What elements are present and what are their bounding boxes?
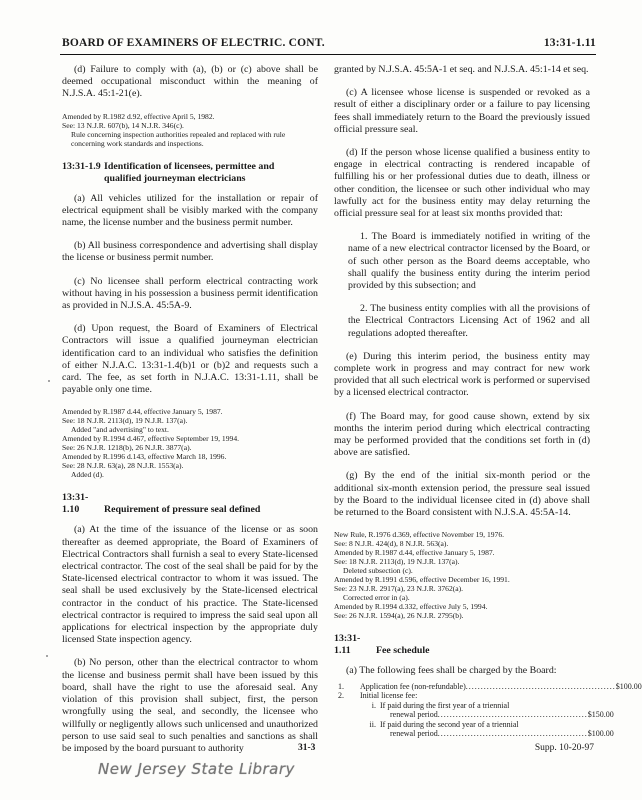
paragraph-1-10-c: (c) A licensee whose license is suspended or revoked as a result of either a disciplinary order or a failure to pay licensing fees shall immediately return to the Board the previously issued official pressure seal. — [334, 87, 590, 135]
list-item-2: 2. The business entity complies with all the provisions of the Electrical Contractors Licensing Act of 1962 and all regulations adopted thereafter. — [348, 303, 590, 339]
history-line: Rule concerning inspection authorities repealed and replaced with rule concerning work standards and inspections. — [71, 129, 286, 148]
leader-dots: .................................................. — [437, 710, 588, 720]
paragraph-1-10-d: (d) If the person whose license qualified a business entity to engage in electrical contracting is rendered incapable of fulfilling his or her professional duties due to death, illness or other condition, the licensee or such other individual who may lawfully act for the business entity may delay returning the official pressure seal for at least six months provided that: — [334, 147, 590, 220]
paragraph-1-10-f: (f) The Board may, for good cause shown, extend by six months the interim period during which electrical contracting may be performed provided that the conditions set forth in (d) above are satisfied. — [334, 410, 590, 459]
fee-sublabel: If paid during the second year of a triennial — [380, 719, 519, 729]
supplement-date: Supp. 10-20-97 — [534, 743, 594, 753]
scan-speck — [46, 655, 48, 657]
history-note-3 — [334, 530, 590, 620]
history-line: Corrected error in (a). — [343, 593, 410, 603]
section-number: 13:31-1.9 — [62, 160, 101, 172]
fee-label: Application fee (non-refundable) — [360, 681, 466, 691]
history-line: See: 23 N.J.R. 2917(a), 23 N.J.R. 3762(a). — [334, 584, 464, 594]
header-rule — [60, 54, 596, 55]
history-line: See: 26 N.J.R. 1594(a), 26 N.J.R. 2795(b). — [334, 611, 464, 621]
history-line: See: 28 N.J.R. 63(a), 28 N.J.R. 1553(a). — [62, 461, 184, 471]
fee-subrow-first-year — [334, 700, 614, 720]
leader-dots: .................................................. — [437, 729, 588, 739]
list-item-1: 1. The Board is immediately notified in writing of the name of a new electrical contractor licensed by the Board, or of such other person as the Board deems acceptable, who shall qualify the business entity during the interim period provided by this subsection; and — [348, 231, 590, 292]
history-line: See: 18 N.J.R. 2113(d), 19 N.J.R. 137(a). — [334, 557, 460, 567]
library-stamp: New Jersey State Library — [98, 760, 295, 778]
section-title: Requirement of pressure seal defined — [104, 504, 261, 516]
fee-subrow-second-year — [334, 719, 614, 739]
section-number: 13:31-1.10 — [62, 492, 89, 516]
paragraph-d-misconduct: (d) Failure to comply with (a), (b) or (c) above shall be deemed occupational misconduct within the meaning of N.J.S.A. 45:1-21(e). — [62, 64, 318, 100]
right-column — [334, 64, 642, 739]
fee-label: Initial license fee: — [360, 691, 418, 701]
left-column — [62, 64, 318, 766]
header-section-range: 13:31-1.11 — [543, 37, 596, 49]
history-note-2 — [62, 407, 318, 479]
section-heading-1-10 — [62, 492, 318, 516]
history-note-1 — [62, 112, 318, 148]
paragraph-1-10-b: (b) No person, other than the electrical contractor to whom the license and business permit shall have been issued by this board, shall have the right to use the aforesaid seal. Any violation of this provision shall subject, first, the person wrongfully using the seal, and secondly, the licensee who willfully or negligently allows such unlicensed and unauthorized person to use said seal to such penalties and sanctions as shall be imposed by the board pursuant to authority — [62, 657, 318, 754]
history-line: Amended by R.1982 d.92, effective April 5, 1982. — [62, 111, 215, 121]
fee-amount: $100.00 — [587, 729, 614, 739]
history-line: New Rule, R.1976 d.369, effective November 19, 1976. — [334, 530, 505, 540]
history-line: See: 18 N.J.R. 2113(d), 19 N.J.R. 137(a). — [62, 416, 188, 426]
fee-row-application — [334, 681, 642, 692]
fee-sublabel-cont: renewal period — [390, 729, 438, 739]
fee-number: 1. — [338, 681, 344, 691]
section-heading-1-11 — [334, 633, 590, 657]
history-line: Amended by R.1994 d.467, effective September 19, 1994. — [62, 434, 240, 444]
section-title-cont: qualified journeyman electricians — [104, 172, 246, 184]
paragraph-1-9-d: (d) Upon request, the Board of Examiners of Electrical Contractors will issue a qualified journeyman electrician identification card to an individual who satisfies the definition of either N.J.A.C. 13:31-1.4(b)1 or (b)2 and requests such a card. The fee, as set forth in N.J.A.C. 13:31-1.11, shall be payable only one time. — [62, 323, 318, 396]
history-line: See: 26 N.J.R. 1218(b), 26 N.J.R. 3877(a). — [62, 443, 192, 453]
paragraph-continuation: granted by N.J.S.A. 45:5A-1 et seq. and N.J.S.A. 45:1-14 et seq. — [334, 64, 589, 75]
history-line: Added (d). — [71, 470, 104, 480]
paragraph-1-10-e: (e) During this interim period, the business entity may complete work in progress and may contract for new work provided that all such electrical work is performed or supervised by a licensed electrical contractor. — [334, 350, 590, 399]
section-title: Identification of licensees, permittee and — [104, 160, 275, 172]
history-line: See: 13 N.J.R. 607(b), 14 N.J.R. 346(c). — [62, 120, 184, 130]
page-number: 31-3 — [298, 743, 316, 753]
paragraph-1-9-c: (c) No licensee shall perform electrical contracting work without having in his possession a business permit identification as provided in N.J.S.A. 45:5A-9. — [62, 275, 318, 312]
fee-sublabel-cont: renewal period — [390, 710, 438, 720]
history-line: See: 8 N.J.R. 424(d), 8 N.J.R. 563(a). — [334, 539, 449, 549]
running-header — [62, 37, 596, 53]
history-line: Amended by R.1987 d.44, effective January 5, 1987. — [334, 548, 495, 558]
fee-amount: $100.00 — [615, 681, 642, 691]
paragraph-1-11-a: (a) The following fees shall be charged by the Board: — [346, 665, 557, 677]
history-line: Amended by R.1994 d.332, effective July 5, 1994. — [334, 602, 488, 612]
paragraph-1-10-g: (g) By the end of the initial six-month period or the additional six-month extension period, the pressure seal issued by the Board to the individual licensee cited in (d) above shall be returned to the Board consistent with N.J.S.A. 45:5A-14. — [334, 470, 590, 519]
history-line: Amended by R.1991 d.596, effective December 16, 1991. — [334, 575, 510, 585]
scan-speck — [48, 380, 50, 382]
leader-dots: .................................................. — [465, 681, 616, 691]
fee-sublabel: If paid during the first year of a triennial — [380, 700, 510, 710]
fee-subnumber: ii. — [369, 719, 376, 729]
history-line: Deleted subsection (c). — [343, 566, 413, 576]
paragraph-1-9-b: (b) All business correspondence and advertising shall display the license or business permit number. — [62, 240, 318, 264]
history-line: Added "and advertising" to text. — [71, 425, 169, 435]
header-title: BOARD OF EXAMINERS OF ELECTRIC. CONT. — [62, 37, 325, 49]
paragraph-1-10-a: (a) At the time of the issuance of the license or as soon thereafter as deemed appropriate, the Board of Examiners of Electrical Contractors shall furnish a seal to every State-licensed electrical contractor. The cost of the seal shall be paid for by the State-licensed electrical contractor to whom it was issued. The seal shall be used exclusively by the State-licensed electrical contractor in the conduct of his practice. The State-licensed electrical contractor is required to impress the said seal upon all applications for electrical inspection by the appropriate duly licensed State inspection agency. — [62, 524, 318, 646]
fee-amount: $150.00 — [587, 710, 614, 720]
section-heading-1-9 — [62, 161, 318, 185]
history-line: Amended by R.1996 d.143, effective March 18, 1996. — [62, 452, 227, 462]
fee-row-initial-license — [334, 691, 590, 701]
fee-schedule — [334, 681, 642, 740]
section-number: 13:31-1.11 — [334, 633, 361, 657]
section-title: Fee schedule — [376, 645, 430, 657]
fee-subnumber: i. — [371, 700, 376, 710]
history-line: Amended by R.1987 d.44, effective January 5, 1987. — [62, 407, 223, 417]
paragraph-1-9-a: (a) All vehicles utilized for the installation or repair of electrical equipment shall be visibly marked with the company name, the license number and the business permit number. — [62, 192, 318, 229]
fee-number: 2. — [338, 691, 344, 701]
